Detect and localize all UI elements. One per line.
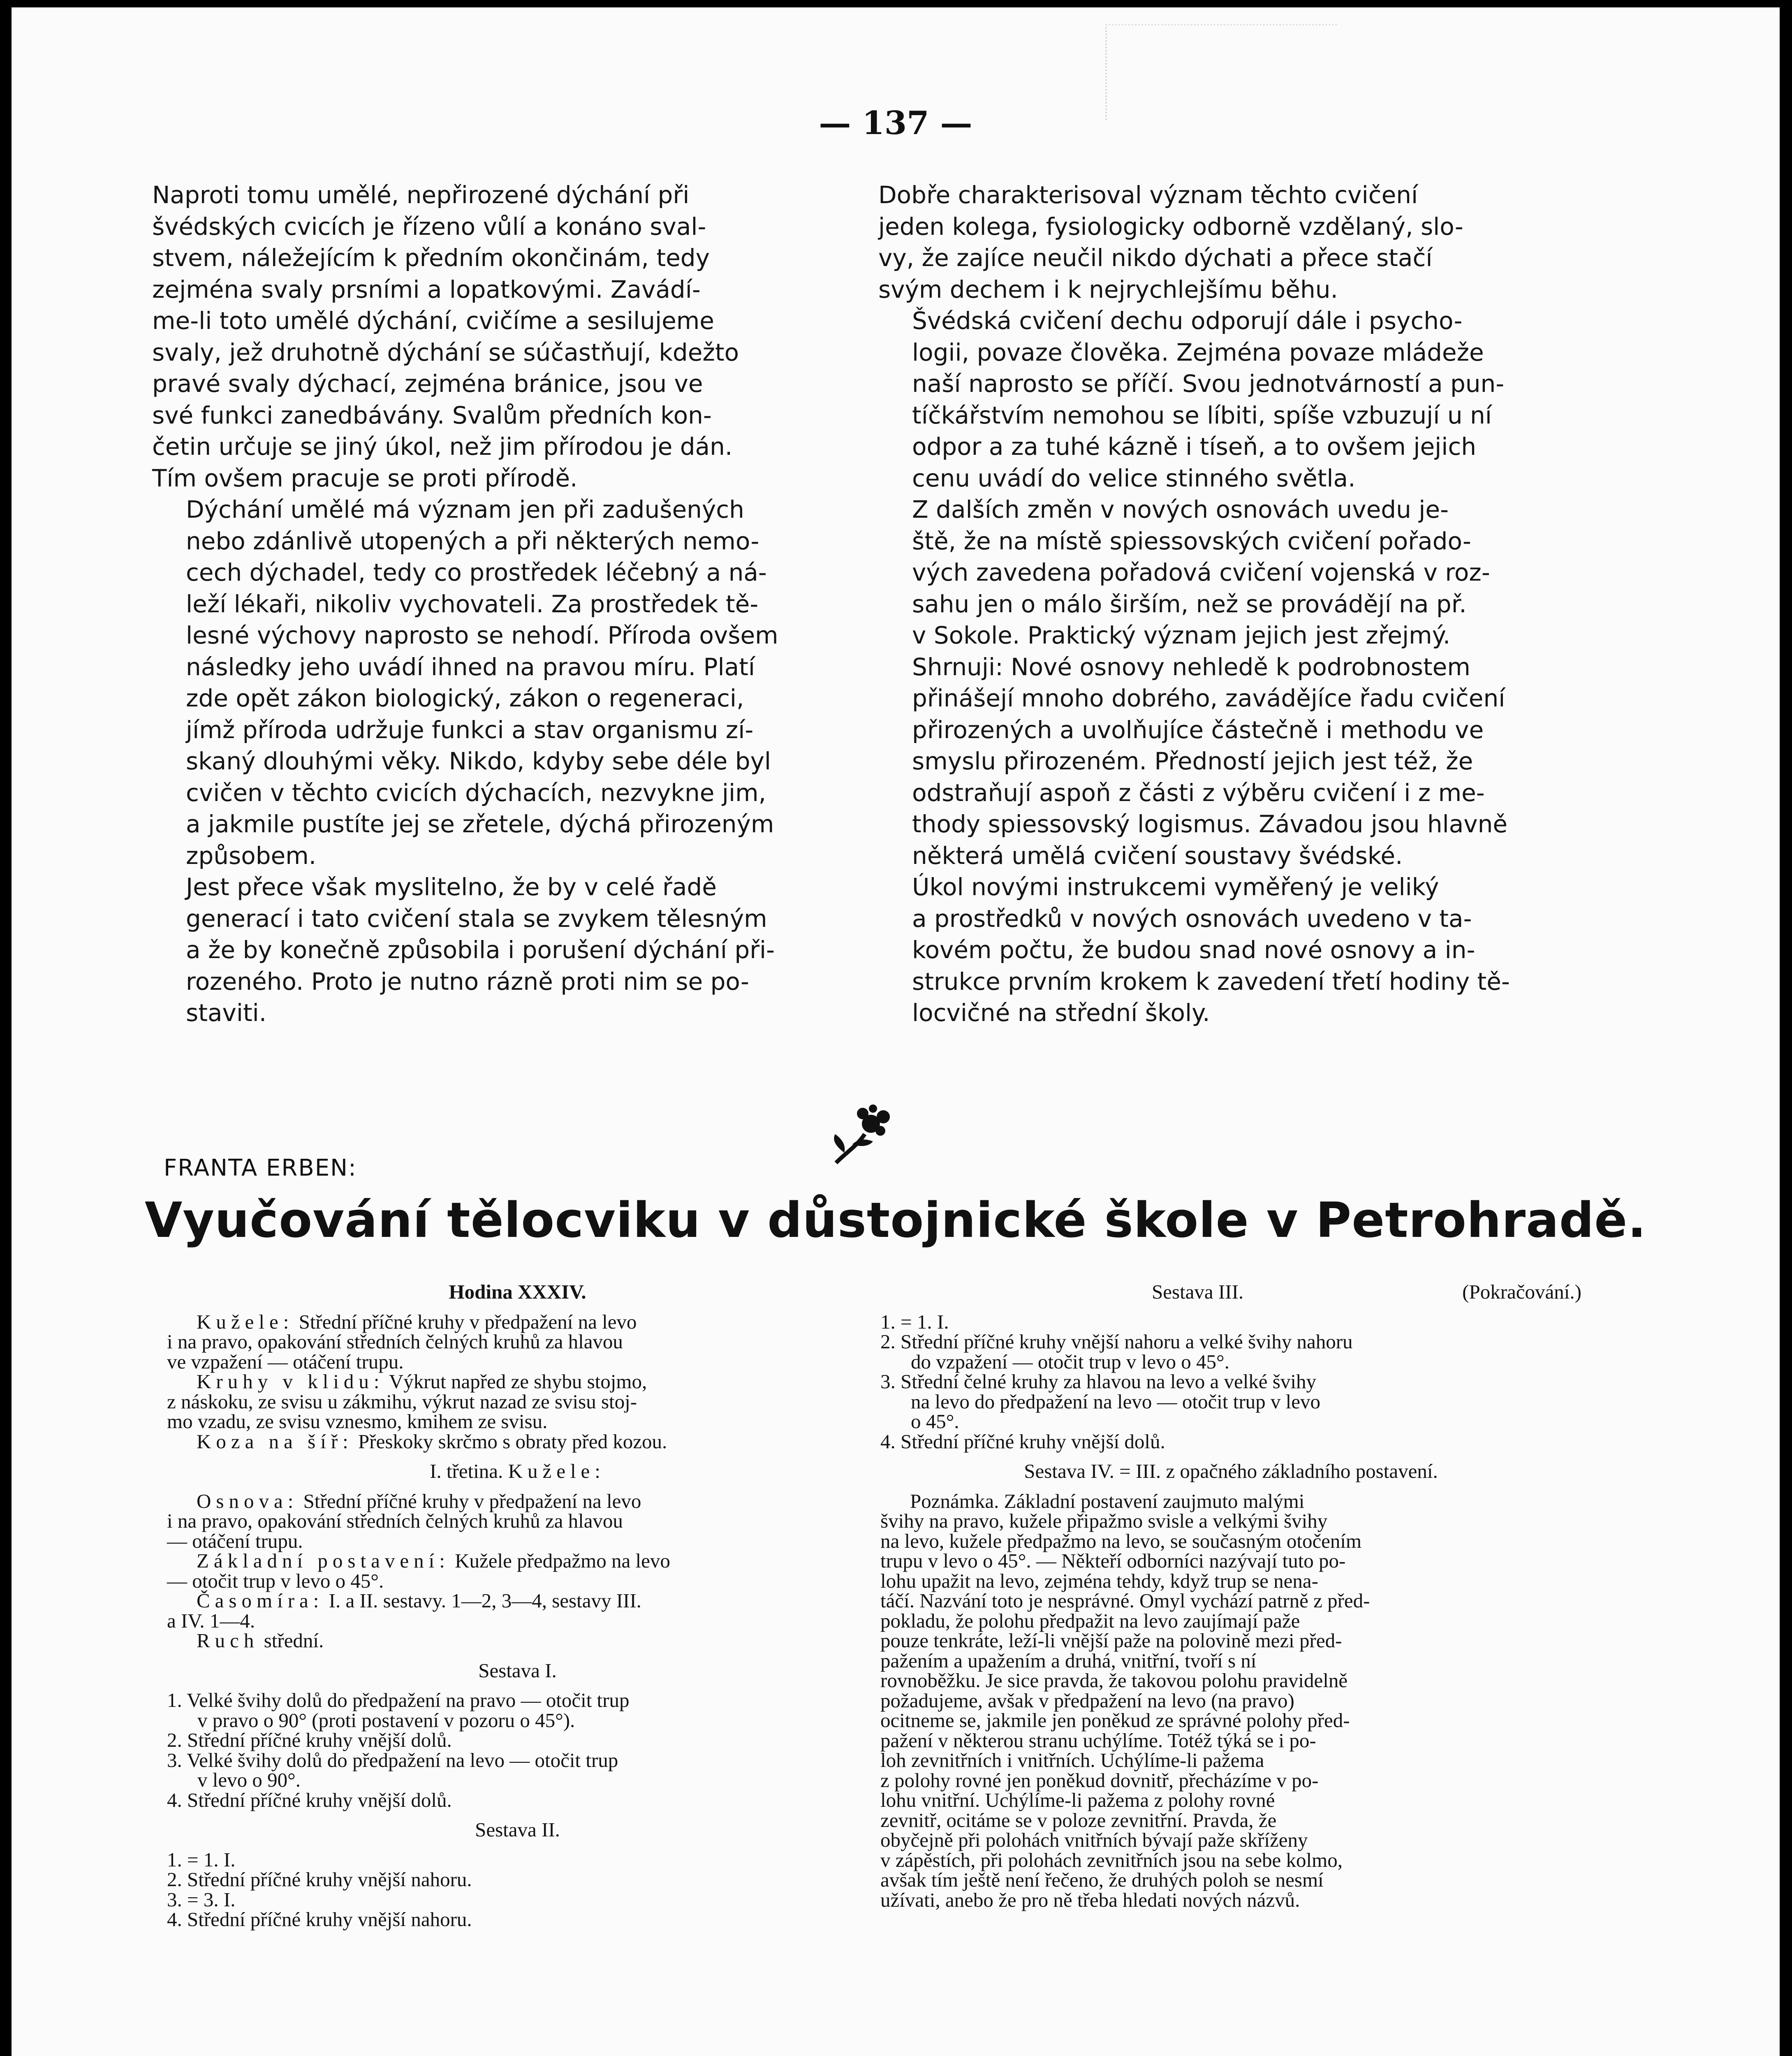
sestava2-item-line: 4. Střední příčné kruhy vnější nahoru.: [167, 1908, 472, 1931]
casomira-line: [167, 1591, 868, 1611]
sestava1-item-line: 2. Střední příčné kruhy vnější dolů.: [167, 1729, 452, 1751]
left-column-line: Dýchání umělé má význam jen při zadušených: [186, 495, 744, 523]
left-column-paragraph: [152, 871, 851, 1029]
sestava3-item-line: 3. Střední čelné kruhy za hlavou na levo a velké švihy: [880, 1370, 1316, 1393]
right-column: [878, 179, 1577, 1029]
koza-text: Přeskoky skrčmo s obraty před kozou.: [358, 1430, 667, 1453]
casomira-label: Časomíra:: [197, 1589, 324, 1612]
page-number: — 137 —: [819, 104, 972, 142]
right-column-line: Dobře charakterisoval význam těchto cvičení: [878, 181, 1418, 209]
right-column-line: sahu jen o málo širším, než se provádějí na př.: [912, 590, 1467, 618]
zakladni-line: [167, 1551, 868, 1571]
kuzele-line: [167, 1312, 868, 1332]
sestava1-item-line: 4. Střední příčné kruhy vnější dolů.: [167, 1788, 452, 1811]
sestava3-item-line: 1. = 1. I.: [880, 1310, 949, 1333]
lesson-heading: Hodina XXXIV.: [449, 1280, 586, 1303]
sestava3-title: Sestava III.: [1152, 1280, 1244, 1303]
left-column-line: rozeného. Proto je nutno rázně proti nim se po-: [186, 967, 749, 996]
poznamka-line: užívati, anebo že pro ně třeba hledati nových názvů.: [880, 1888, 1300, 1911]
right-column-line: svým dechem i k nejrychlejšímu běhu.: [878, 275, 1338, 303]
kuzele-text-1: Střední příčné kruhy v předpažení na levo: [299, 1310, 637, 1333]
left-column-line: stvem, náležejícím k předním okončinám, tedy: [152, 244, 710, 272]
right-column-line: odstraňují aspoň z části z výběru cvičení i z me-: [912, 778, 1485, 807]
left-column-line: četin určuje se jiný úkol, než jim přírodou je dán.: [152, 433, 733, 461]
zakladni-label: Základní postavení:: [197, 1549, 450, 1572]
sestava1-list: [167, 1690, 868, 1820]
sestava2-list: [167, 1850, 868, 1940]
right-column-line: a prostředků v nových osnovách uvedeno v ta-: [912, 904, 1472, 933]
sestava3-item-line: 2. Střední příčné kruhy vnější nahoru a velké švihy nahoru: [880, 1330, 1353, 1353]
poznamka-line: ocitneme se, jakmile jen poněkud ze správné polohy před-: [880, 1709, 1350, 1732]
casomira-text-1: I. a II. sestavy. 1—2, 3—4, sestavy III.: [329, 1589, 641, 1612]
koza-label: Koza na šíř:: [197, 1430, 353, 1453]
osnova-text-3: — otáčení trupu.: [167, 1529, 303, 1552]
right-column-line: přinášejí mnoho dobrého, zavádějíce řadu cvičení: [912, 684, 1505, 712]
document-page: [12, 7, 1780, 2056]
left-column-line: staviti.: [186, 999, 267, 1027]
poznamka-line: trupu v levo o 45°. — Někteří odborníci nazývají tuto po-: [880, 1549, 1346, 1572]
poznamka-line: táčí. Nazvání toto je nesprávné. Omyl vychází patrně z před-: [880, 1589, 1370, 1612]
sestava2-item-line: 1. = 1. I.: [167, 1848, 236, 1871]
left-column-line: cech dýchadel, tedy co prostředek léčebný a ná-: [186, 558, 767, 586]
sestava3-heading-line: [880, 1282, 1581, 1302]
article-author: FRANTA ERBEN:: [164, 1155, 357, 1181]
right-column-line: vy, že zajíce neučil nikdo dýchati a přece stačí: [878, 244, 1433, 272]
tretina-heading: [167, 1461, 868, 1482]
kruhy-text-2: z náskoku, ze svisu u zákmihu, výkrut nazad ze svisu stoj-: [167, 1390, 637, 1413]
kruhy-line: [167, 1372, 868, 1392]
osnova-text-2: i na pravo, opakování středních čelných kruhů za hlavou: [167, 1510, 623, 1532]
poznamka-line: pouze tenkráte, leží-li vnější paže na polovině mezi před-: [880, 1629, 1342, 1652]
right-column-line: thody spiessovský logismus. Závadou jsou hlavně: [912, 810, 1508, 838]
poznamka-line: obyčejně při polohách vnitřních bývají paže skříženy: [880, 1829, 1308, 1851]
poznamka-line: lohu upažit na levo, zejména tehdy, když trup se nena-: [880, 1569, 1318, 1592]
right-column-paragraph: [878, 871, 1577, 1029]
right-column-line: cenu uvádí do velice stinného světla.: [912, 464, 1356, 492]
continued-note: (Pokračování.): [1462, 1280, 1581, 1303]
poznamka-line: Poznámka. Základní postavení zaujmuto malými: [910, 1489, 1305, 1512]
poznamka-line: pažením a upažením a druhá, vnitřní, tvoří s ní: [880, 1649, 1257, 1672]
poznamka-line: na levo, kužele předpažmo na levo, se současným otočením: [880, 1529, 1362, 1552]
poznamka-line: požadujeme, avšak v předpažení na levo (na pravo): [880, 1689, 1294, 1712]
floral-ornament-icon: [828, 1101, 898, 1167]
tretina-label: Kužele:: [508, 1460, 605, 1482]
kruhy-label: Kruhy v klidu:: [197, 1370, 384, 1393]
left-column-line: následky jeho uvádí ihned na pravou míru. Platí: [186, 653, 755, 681]
right-column-line: logii, povaze člověka. Zejména povaze mládeže: [912, 338, 1484, 366]
koza-line: [167, 1432, 868, 1452]
osnova-line: [167, 1491, 868, 1512]
article-title: Vyučování tělocviku v důstojnické škole v Petrohradě.: [144, 1192, 1647, 1248]
left-column-line: nebo zdánlivě utopených a při některých nemo-: [186, 527, 759, 555]
zakladni-text-2: — otočit trup v levo o 45°.: [167, 1569, 384, 1592]
osnova-text-1: Střední příčné kruhy v předpažení na levo: [303, 1489, 641, 1512]
right-column-line: Úkol novými instrukcemi vyměřený je veliký: [912, 873, 1439, 901]
left-column-paragraph: [152, 494, 851, 871]
article-right-column: [880, 1282, 1581, 1910]
left-column-line: Tím ovšem pracuje se proti přírodě.: [152, 464, 578, 492]
sestava2-item-line: 3. = 3. I.: [167, 1888, 236, 1911]
right-column-line: locvičné na střední školy.: [912, 999, 1210, 1027]
left-column-line: jímž příroda udržuje funkci a stav organismu zí-: [186, 715, 754, 744]
left-column-line: lesné výchovy naprosto se nehodí. Příroda ovšem: [186, 621, 778, 649]
sestava4-line: Sestava IV. = III. z opačného základního postavení.: [1024, 1460, 1438, 1482]
right-column-line: kovém počtu, že budou snad nové osnovy a in-: [912, 936, 1475, 964]
poznamka-line: pokladu, že polohu předpažit na levo zaujímají paže: [880, 1609, 1300, 1632]
poznamka-line: z polohy rovné jen poněkud dovnitř, přecházíme v po-: [880, 1769, 1319, 1792]
right-column-line: Z dalších změn v nových osnovách uvedu je-: [912, 495, 1449, 523]
right-column-line: odpor a za tuhé kázně i tíseň, a to ovšem jejich: [912, 433, 1477, 461]
right-column-line: strukce prvním krokem k zavedení třetí hodiny tě-: [912, 967, 1510, 996]
left-column-line: své funkci zanedbávány. Svalům předních kon-: [152, 401, 712, 429]
zakladni-text-1: Kužele předpažmo na levo: [455, 1549, 670, 1572]
right-column-line: v Sokole. Praktický význam jejich jest zřejmý.: [912, 621, 1451, 649]
right-column-line: některá umělá cvičení soustavy švédské.: [912, 841, 1403, 870]
right-column-line: smyslu přirozeném. Předností jejich jest též, že: [912, 747, 1473, 775]
right-column-line: přirozených a uvolňujíce částečně i methodu ve: [912, 715, 1484, 744]
poznamka-paragraph: [880, 1491, 1581, 1910]
right-column-line: ště, že na místě spiessovských cvičení pořado-: [912, 527, 1471, 555]
left-column-paragraph: [152, 179, 851, 494]
sestava1-item-line: 1. Velké švihy dolů do předpažení na pravo — otočit trup: [167, 1689, 630, 1711]
kuzele-text-2: i na pravo, opakování středních čelných kruhů za hlavou: [167, 1330, 623, 1353]
right-column-line: Shrnuji: Nové osnovy nehledě k podrobnostem: [912, 653, 1470, 681]
ruch-text: střední.: [264, 1629, 324, 1652]
sestava3-item-line: 4. Střední příčné kruhy vnější dolů.: [880, 1430, 1165, 1453]
left-column-line: Jest přece však myslitelno, že by v celé řadě: [186, 873, 717, 901]
kruhy-text-3: mo vzadu, ze svisu vznesmo, kmihem ze svisu.: [167, 1410, 548, 1433]
left-column-line: zejména svaly prsními a lopatkovými. Zavádí-: [152, 275, 701, 303]
osnova-label: Osnova:: [197, 1489, 299, 1512]
left-column-line: a jakmile pustíte jej se zřetele, dýchá přirozeným: [186, 810, 774, 838]
ruch-label: Ruch: [197, 1629, 259, 1652]
right-column-paragraph: [878, 651, 1577, 872]
right-column-line: vých zavedena pořadová cvičení vojenská v roz-: [912, 558, 1490, 586]
poznamka-line: avšak tím ještě není řečeno, že druhých poloh se nesmí: [880, 1868, 1324, 1891]
kuzele-text-3: ve vzpažení — otáčení trupu.: [167, 1350, 404, 1373]
poznamka-line: zevnitř, ocitáme se v poloze zevnitřní. Pravda, že: [880, 1808, 1277, 1831]
ruch-line: [167, 1631, 868, 1651]
poznamka-line: pažení v některou stranu uchýlíme. Totéž týká se i po-: [880, 1729, 1316, 1752]
left-column-line: švédských cvicích je řízeno vůlí a konáno sval-: [152, 212, 706, 241]
left-column-line: cvičen v těchto cvicích dýchacích, nezvykne jim,: [186, 778, 766, 807]
sestava2-title: Sestava II.: [475, 1818, 560, 1841]
left-column-line: způsobem.: [186, 841, 317, 870]
sestava3-item-line: o 45°.: [911, 1410, 959, 1433]
right-column-paragraph: [878, 494, 1577, 651]
article-left-column: [167, 1282, 868, 1940]
left-column: [152, 179, 851, 1029]
right-column-paragraph: [878, 179, 1577, 305]
right-column-paragraph: [878, 305, 1577, 494]
poznamka-line: lohu vnitřní. Uchýlíme-li pažema z polohy rovné: [880, 1789, 1275, 1811]
left-column-line: zde opět zákon biologický, zákon o regeneraci,: [186, 684, 744, 712]
tretina-text: I. třetina.: [430, 1460, 503, 1482]
sestava1-item-line: v levo o 90°.: [197, 1769, 301, 1791]
right-column-line: Švédská cvičení dechu odporují dále i psycho-: [912, 307, 1463, 335]
poznamka-line: švihy na pravo, kužele připažmo svisle a velkými švihy: [880, 1510, 1328, 1532]
left-column-line: Naproti tomu umělé, nepřirozené dýchání při: [152, 181, 690, 209]
kuzele-label: Kužele:: [197, 1310, 294, 1333]
left-column-line: pravé svaly dýchací, zejména bránice, jsou ve: [152, 370, 703, 398]
sestava1-title: Sestava I.: [478, 1659, 557, 1682]
left-column-line: leží lékaři, nikoliv vychovateli. Za prostředek tě-: [186, 590, 759, 618]
right-column-line: tíčkářstvím nemohou se líbiti, spíše vzbuzují u ní: [912, 401, 1492, 429]
casomira-text-2: a IV. 1—4.: [167, 1609, 255, 1632]
sestava2-item-line: 2. Střední příčné kruhy vnější nahoru.: [167, 1868, 472, 1891]
left-column-line: skaný dlouhými věky. Nikdo, kdyby sebe déle byl: [186, 747, 771, 775]
poznamka-line: loh zevnitřních i vnitřních. Uchýlíme-li pažema: [880, 1749, 1264, 1771]
sestava1-item-line: 3. Velké švihy dolů do předpažení na levo — otočit trup: [167, 1748, 618, 1771]
sestava3-item-line: do vzpažení — otočit trup v levo o 45°.: [911, 1350, 1229, 1373]
kruhy-text-1: Výkrut napřed ze shybu stojmo,: [389, 1370, 647, 1393]
sestava3-item-line: na levo do předpažení na levo — otočit trup v levo: [911, 1390, 1321, 1413]
right-column-line: jeden kolega, fysiologicky odborně vzdělaný, slo-: [878, 212, 1463, 241]
left-column-line: me-li toto umělé dýchání, cvičíme a sesilujeme: [152, 307, 714, 335]
sestava3-list: [880, 1312, 1581, 1462]
left-column-line: svaly, jež druhotně dýchání se súčastňují, kdežto: [152, 338, 739, 366]
sestava1-item-line: v pravo o 90° (proti postavení v pozoru o 45°).: [197, 1709, 575, 1732]
poznamka-line: v zápěstích, při polohách zevnitřních jsou na sebe kolmo,: [880, 1848, 1343, 1871]
left-column-line: generací i tato cvičení stala se zvykem tělesným: [186, 904, 767, 933]
left-column-line: a že by konečně způsobila i porušení dýchání při-: [186, 936, 775, 964]
right-column-line: naší naprosto se příčí. Svou jednotvárností a pun-: [912, 370, 1505, 398]
poznamka-line: rovnoběžku. Je sice pravda, že takovou polohu pravidelně: [880, 1669, 1348, 1692]
